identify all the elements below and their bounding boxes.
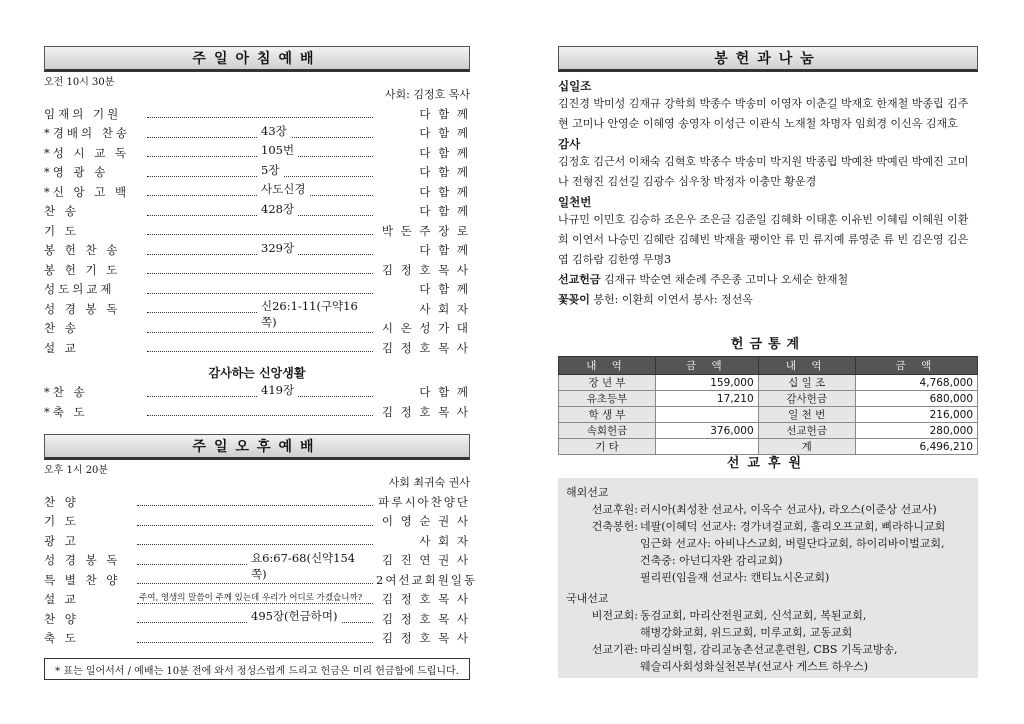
morning-order-list bbox=[44, 104, 470, 358]
service-note: * 표는 일어서서 / 예배는 10분 전에 와서 정성스럽게 드리고 헌금은 미리 헌금함에 드립니다. bbox=[44, 658, 470, 680]
stats-amount: 17,210 bbox=[656, 391, 759, 407]
dot-leader bbox=[137, 536, 373, 545]
order-leader-name: 박 돈 주 장 로 bbox=[381, 223, 470, 238]
dot-leader bbox=[147, 240, 373, 255]
mission-line-text: 웨슬리사회성화실천본부(선교사 게스트 하우스) bbox=[640, 660, 869, 673]
dot-leader bbox=[147, 123, 373, 138]
order-item: 광 고 bbox=[44, 533, 79, 548]
order-row bbox=[44, 104, 470, 124]
order-item: 임재의 기원 bbox=[44, 106, 122, 121]
stats-row bbox=[559, 423, 978, 439]
flower-text: 봉헌: 이환희 이연서 봉사: 정선옥 bbox=[593, 293, 753, 306]
mission-line-text: 건축중: 아넌디자완 감리교회) bbox=[640, 554, 783, 567]
stats-item: 십 일 조 bbox=[758, 375, 855, 391]
order-row bbox=[44, 202, 470, 222]
stats-section bbox=[558, 333, 978, 455]
order-leader-name: 다 함 께 bbox=[419, 126, 470, 141]
offering-group-label: 일천번 bbox=[558, 195, 592, 209]
order-row bbox=[44, 338, 470, 358]
order-item: 기 도 bbox=[44, 514, 79, 529]
afternoon-time: 오후 1시 20분 bbox=[44, 465, 109, 476]
mission-line bbox=[558, 518, 978, 535]
order-leader-name: 김 정 호 목 사 bbox=[381, 631, 470, 646]
order-item: 찬 송 bbox=[44, 204, 79, 219]
order-leader-name: 다 함 께 bbox=[419, 204, 470, 219]
mission-line bbox=[558, 607, 978, 624]
order-leader-name: 김 정 호 목 사 bbox=[381, 340, 470, 355]
order-leader-name: 김 정 호 목 사 bbox=[381, 611, 470, 626]
order-item: 찬 양 bbox=[44, 611, 79, 626]
stats-amount bbox=[656, 407, 759, 423]
afternoon-title: 주일오후예배 bbox=[44, 434, 470, 460]
stats-item: 장 년 부 bbox=[559, 375, 656, 391]
stats-item: 계 bbox=[758, 439, 855, 455]
order-detail: 요6:67-68(신약154쪽) bbox=[247, 550, 373, 582]
domestic-heading: 국내선교 bbox=[566, 592, 609, 605]
order-item: 봉 헌 찬 송 bbox=[44, 243, 121, 258]
mission-line-label bbox=[558, 624, 638, 641]
mission-line bbox=[558, 658, 978, 675]
order-item: 설 교 bbox=[44, 592, 79, 607]
dot-leader bbox=[137, 609, 373, 624]
dot-leader bbox=[137, 634, 373, 643]
stats-row bbox=[559, 407, 978, 423]
order-leader-name: 김 정 호 목 사 bbox=[381, 262, 470, 277]
order-item: *경배의 찬송 bbox=[44, 126, 130, 141]
dot-leader bbox=[147, 343, 373, 352]
order-item: *축 도 bbox=[44, 404, 88, 419]
dot-leader bbox=[137, 550, 373, 581]
dot-leader bbox=[147, 182, 373, 197]
order-detail: 5장 bbox=[257, 162, 283, 178]
order-row bbox=[44, 383, 470, 403]
order-row bbox=[44, 629, 470, 649]
order-detail: 43장 bbox=[257, 123, 291, 139]
mission-line bbox=[558, 552, 978, 569]
stats-amount: 376,000 bbox=[656, 423, 759, 439]
dot-leader bbox=[137, 575, 373, 584]
mission-line bbox=[558, 569, 978, 586]
order-detail: 495장(헌금하며) bbox=[247, 608, 341, 624]
order-leader-name: 2여선교회원일동 bbox=[376, 572, 478, 587]
mission-line-label: 선교기관: bbox=[591, 643, 638, 656]
order-item: *성 시 교 독 bbox=[44, 145, 130, 160]
order-leader-name: 이 영 순 권 사 bbox=[381, 514, 470, 529]
morning-time: 오전 10시 30분 bbox=[44, 77, 115, 88]
stats-amount: 216,000 bbox=[855, 407, 977, 423]
mission-line-text: 네팔(이혜덕 선교사: 경가녀걸교회, 훌리오프교회, 삐라하니교회 bbox=[640, 520, 946, 533]
stats-item: 선교헌금 bbox=[758, 423, 855, 439]
dot-leader bbox=[137, 517, 373, 526]
morning-service bbox=[44, 46, 470, 422]
stats-title: 헌금통계 bbox=[730, 337, 806, 352]
order-leader-name: 김 정 호 목 사 bbox=[381, 404, 470, 419]
order-leader-name: 다 함 께 bbox=[419, 243, 470, 258]
offering-groups bbox=[558, 78, 978, 270]
offering-title: 봉헌과나눔 bbox=[558, 46, 978, 72]
mission-offering-line bbox=[558, 270, 978, 290]
mission-line bbox=[558, 624, 978, 641]
stats-item: 감사헌금 bbox=[758, 391, 855, 407]
order-leader-name: 파루시아찬양단 bbox=[378, 494, 470, 509]
order-detail: 사도신경 bbox=[257, 181, 309, 197]
afternoon-host: 사회 최귀숙 권사 bbox=[388, 476, 470, 489]
afternoon-service bbox=[44, 434, 478, 648]
afternoon-order-list bbox=[44, 492, 478, 648]
order-item: 기 도 bbox=[44, 223, 79, 238]
order-detail: 428장 bbox=[257, 201, 298, 217]
order-leader-name: 사 회 자 bbox=[419, 301, 470, 316]
stats-header: 내 역 bbox=[559, 357, 656, 375]
stats-item: 속회헌금 bbox=[559, 423, 656, 439]
stats-amount: 280,000 bbox=[855, 423, 977, 439]
order-leader-name: 시 온 성 가 대 bbox=[381, 321, 470, 336]
order-detail: 신26:1-11(구약16쪽) bbox=[257, 298, 373, 330]
order-row bbox=[44, 124, 470, 144]
order-row bbox=[44, 163, 470, 183]
order-item: 축 도 bbox=[44, 631, 79, 646]
mission-line-text: 필리핀(임을재 선교사: 캔티뇨시온교회) bbox=[640, 571, 830, 584]
order-item: 찬 양 bbox=[44, 494, 79, 509]
order-detail: 329장 bbox=[257, 240, 298, 256]
mission-line bbox=[558, 501, 978, 518]
stats-amount: 159,000 bbox=[656, 375, 759, 391]
dot-leader bbox=[147, 299, 373, 330]
order-leader-name: 다 함 께 bbox=[419, 385, 470, 400]
order-item: 성 경 봉 독 bbox=[44, 301, 121, 316]
mission-line-text: 러시아(최성찬 선교사, 이옥수 선교사), 라오스(이준상 선교사) bbox=[640, 503, 937, 516]
flower-label: 꽃꽂이 bbox=[558, 293, 590, 306]
stats-header: 금 액 bbox=[656, 357, 759, 375]
order-leader-name: 다 함 께 bbox=[419, 282, 470, 297]
mission-line-label: 건축봉헌: bbox=[591, 520, 638, 533]
mission-line-label bbox=[558, 658, 638, 675]
dot-leader bbox=[147, 324, 373, 333]
stats-header: 금 액 bbox=[855, 357, 977, 375]
offering-section bbox=[558, 46, 978, 310]
morning-title: 주일아침예배 bbox=[44, 46, 470, 72]
order-row bbox=[44, 182, 470, 202]
stats-table bbox=[558, 356, 978, 455]
mission-line bbox=[558, 641, 978, 658]
mission-line-label: 비전교회: bbox=[591, 609, 638, 622]
order-leader-name: 사 회 자 bbox=[419, 533, 470, 548]
dot-leader bbox=[147, 226, 373, 235]
mission-box bbox=[558, 478, 978, 678]
mission-line-label bbox=[558, 569, 638, 586]
order-row bbox=[44, 241, 470, 261]
dot-leader bbox=[147, 201, 373, 216]
stats-header: 내 역 bbox=[758, 357, 855, 375]
mission-line-label: 선교후원: bbox=[591, 503, 638, 516]
offering-group-label: 십일조 bbox=[558, 79, 592, 93]
dot-leader bbox=[147, 265, 373, 274]
dot-leader bbox=[147, 407, 373, 416]
order-item: 설 교 bbox=[44, 340, 79, 355]
mission-line-text: 해병강화교회, 위드교회, 미루교회, 교동교회 bbox=[640, 626, 853, 639]
stats-item: 일 천 번 bbox=[758, 407, 855, 423]
dot-leader bbox=[147, 285, 373, 294]
order-row bbox=[44, 280, 470, 300]
stats-item: 유초등부 bbox=[559, 391, 656, 407]
order-row bbox=[44, 492, 470, 512]
offering-group-names: 나규민 이민호 김승하 조은우 조은글 김준일 김혜화 이태훈 이유빈 이혜림 이혜원 이환희 이연서 나승민 김혜란 김혜빈 박재율 팽이안 류 민 류지예 류영준 류 빈 김은영 김은엽 김하람 김한영 무명3 bbox=[558, 213, 969, 266]
overseas-heading: 해외선교 bbox=[566, 486, 609, 499]
stats-row bbox=[559, 375, 978, 391]
dot-leader bbox=[147, 109, 373, 118]
order-row bbox=[44, 590, 470, 610]
stats-item: 학 생 부 bbox=[559, 407, 656, 423]
order-item: *찬 송 bbox=[44, 385, 88, 400]
dot-leader bbox=[137, 592, 373, 604]
dot-leader bbox=[147, 162, 373, 177]
order-item: *신 앙 고 백 bbox=[44, 184, 130, 199]
order-detail: 419장 bbox=[257, 382, 298, 398]
sermon-title: 감사하는 신앙생활 bbox=[208, 365, 306, 380]
mission-line-label bbox=[558, 535, 638, 552]
dot-leader bbox=[137, 497, 373, 506]
order-item: *영 광 송 bbox=[44, 165, 109, 180]
stats-amount: 6,496,210 bbox=[855, 439, 977, 455]
order-row bbox=[44, 570, 478, 590]
dot-leader bbox=[147, 143, 373, 158]
stats-amount: 4,768,000 bbox=[855, 375, 977, 391]
order-leader-name: 다 함 께 bbox=[419, 165, 470, 180]
mission-offering-label: 선교헌금 bbox=[558, 273, 601, 286]
order-row bbox=[44, 143, 470, 163]
order-leader-name: 다 함 께 bbox=[419, 184, 470, 199]
order-row bbox=[44, 221, 470, 241]
flower-line bbox=[558, 290, 978, 310]
order-item: 특 별 찬 양 bbox=[44, 572, 121, 587]
order-row bbox=[44, 319, 470, 339]
stats-item: 기 타 bbox=[559, 439, 656, 455]
offering-group-names: 김정호 김근서 이채숙 김혁호 박종수 박송미 박지원 박종립 박예찬 박예린 박예진 고미나 전형진 김선길 김광수 심우창 박정자 이충만 황운경 bbox=[558, 155, 969, 188]
mission-line-text: 임근화 선교사: 아비나스교회, 버릴단다교회, 하이리바이벌교회, bbox=[640, 537, 945, 550]
order-detail: 105번 bbox=[257, 142, 298, 158]
order-detail: 주여, 영생의 말씀이 주께 있는데 우리가 어디로 가겠습니까? bbox=[135, 591, 366, 603]
order-row bbox=[44, 260, 470, 280]
order-item: 찬 송 bbox=[44, 321, 79, 336]
offering-group-names: 김진경 박미성 김재규 강학희 박종수 박송미 이영자 이춘길 박재호 한재철 박종립 김주현 고미나 안영순 이혜영 송영자 이성근 이관식 노재철 차명자 임희경 이신옥 김재호 bbox=[558, 97, 969, 130]
mission-offering-names: 김재규 박순연 채순례 주은종 고미나 오세순 한재철 bbox=[604, 273, 849, 286]
dot-leader bbox=[147, 382, 373, 397]
mission-line-label bbox=[558, 552, 638, 569]
morning-closing-list bbox=[44, 383, 470, 422]
order-leader-name: 김 정 호 목 사 bbox=[381, 592, 470, 607]
mission-line-text: 동검교회, 마리산전원교회, 신석교회, 복된교회, bbox=[640, 609, 867, 622]
mission-line bbox=[558, 535, 978, 552]
mission-line-text: 마리실버힐, 감리교농촌선교훈련원, CBS 기독교방송, bbox=[640, 643, 898, 656]
mission-title: 선교후원 bbox=[726, 456, 810, 471]
stats-amount: 680,000 bbox=[855, 391, 977, 407]
order-leader-name: 다 함 께 bbox=[419, 106, 470, 121]
morning-host: 사회: 김정호 목사 bbox=[384, 88, 470, 101]
order-row bbox=[44, 531, 470, 551]
order-item: 성 경 봉 독 bbox=[44, 553, 121, 568]
order-row bbox=[44, 402, 470, 422]
order-item: 성도의교제 bbox=[44, 282, 115, 297]
order-item: 봉 헌 기 도 bbox=[44, 262, 121, 277]
order-row bbox=[44, 512, 470, 532]
order-leader-name: 김 진 연 권 사 bbox=[381, 553, 470, 568]
offering-group-label: 감사 bbox=[558, 137, 581, 151]
order-leader-name: 다 함 께 bbox=[419, 145, 470, 160]
stats-row bbox=[559, 391, 978, 407]
order-row bbox=[44, 609, 470, 629]
